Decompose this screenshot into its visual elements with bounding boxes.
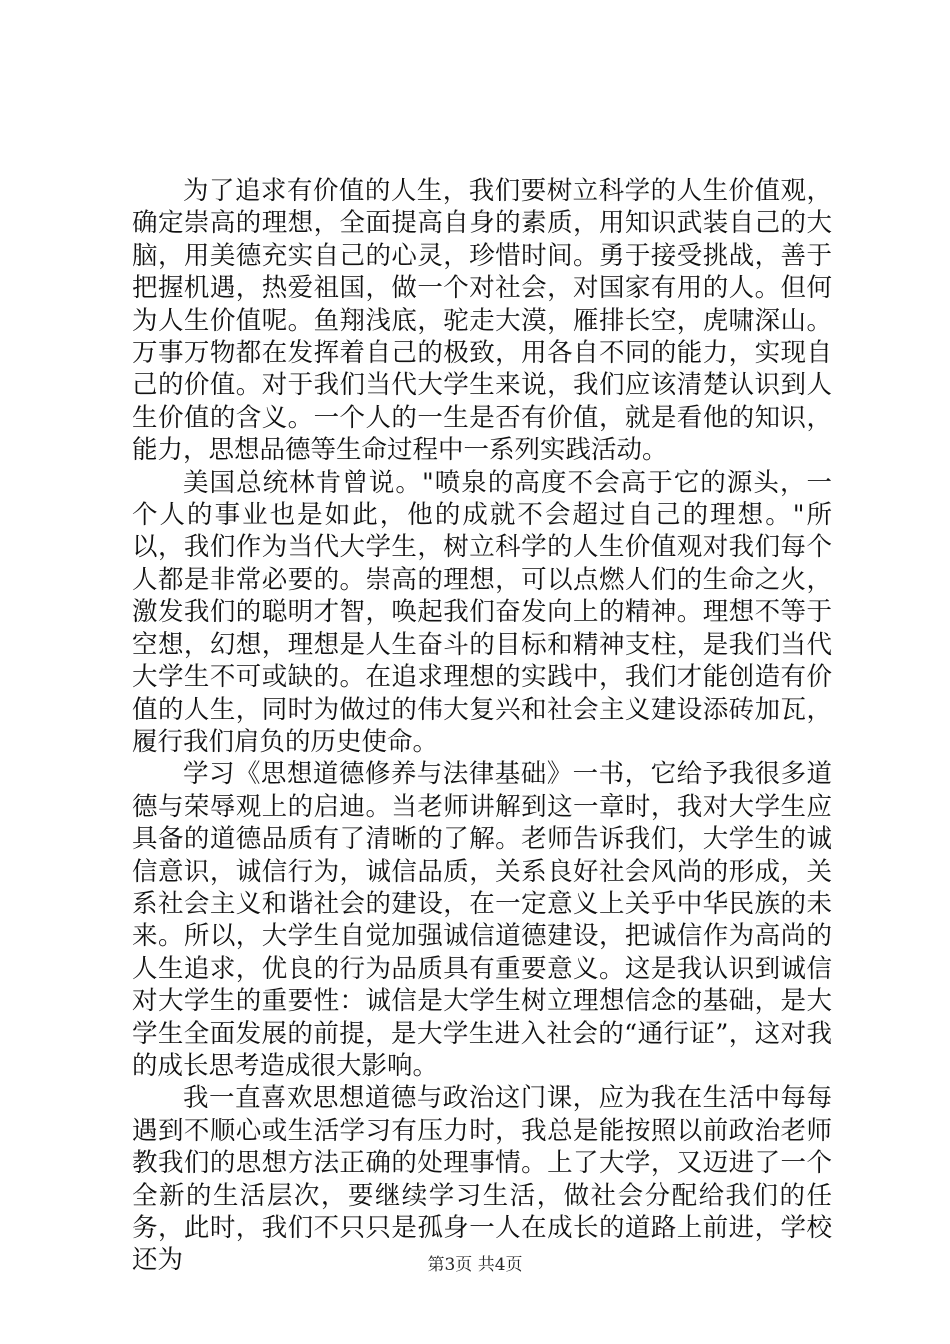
paragraph-integrity: 学习《思想道德修养与法律基础》一书，它给予我很多道德与荣辱观上的启迪。当老师讲解到这一章时，我对大学生应具备的道德品质有了清晰的了解。老师告诉我们，大学生的诚信意识，诚信行为，诚信品质，关系良好社会风尚的形成，关系社会主义和谐社会的建设，在一定意义上关乎中华民族的未来。所以，大学生自觉加强诚信道德建设，把诚信作为高尚的人生追求，优良的行为品质具有重要意义。这是我认识到诚信对大学生的重要性：诚信是大学生树立理想信念的基础，是大学生全面发展的前提，是大学生进入社会的“通行证”，这对我的成长思考造成很大影响。 xyxy=(132,759,832,1081)
paragraph-course-reflection: 我一直喜欢思想道德与政治这门课，应为我在生活中每每遇到不顺心或生活学习有压力时，我总是能按照以前政治老师教我们的思想方法正确的处理事情。上了大学，又迈进了一个全新的生活层次，要继续学习生活，做社会分配给我们的任务，此时，我们不只只是孤身一人在成长的道路上前进，学校还为 xyxy=(132,1083,832,1276)
paragraph-life-value: 为了追求有价值的人生，我们要树立科学的人生价值观，确定崇高的理想，全面提高自身的素质，用知识武装自己的大脑，用美德充实自己的心灵，珍惜时间。勇于接受挑战，善于把握机遇，热爱祖国，做一个对社会，对国家有用的人。但何为人生价值呢。鱼翔浅底，驼走大漠，雁排长空，虎啸深山。万事万物都在发挥着自己的极致，用各自不同的能力，实现自己的价值。对于我们当代大学生来说，我们应该清楚认识到人生价值的含义。一个人的一生是否有价值，就是看他的知识，能力，思想品德等生命过程中一系列实践活动。 xyxy=(132,176,832,466)
document-body xyxy=(132,175,832,1277)
paragraph-lincoln-quote: 美国总统林肯曾说。"喷泉的高度不会高于它的源头，一个人的事业也是如此，他的成就不会超过自己的理想。"所以，我们作为当代大学生，树立科学的人生价值观对我们每个人都是非常必要的。崇高的理想，可以点燃人们的生命之火，激发我们的聪明才智，唤起我们奋发向上的精神。理想不等于空想，幻想，理想是人生奋斗的目标和精神支柱，是我们当代大学生不可或缺的。在追求理想的实践中，我们才能创造有价值的人生，同时为做过的伟大复兴和社会主义建设添砖加瓦，履行我们肩负的历史使命。 xyxy=(132,467,832,757)
page-number-footer: 第3页 共4页 xyxy=(427,1255,523,1275)
